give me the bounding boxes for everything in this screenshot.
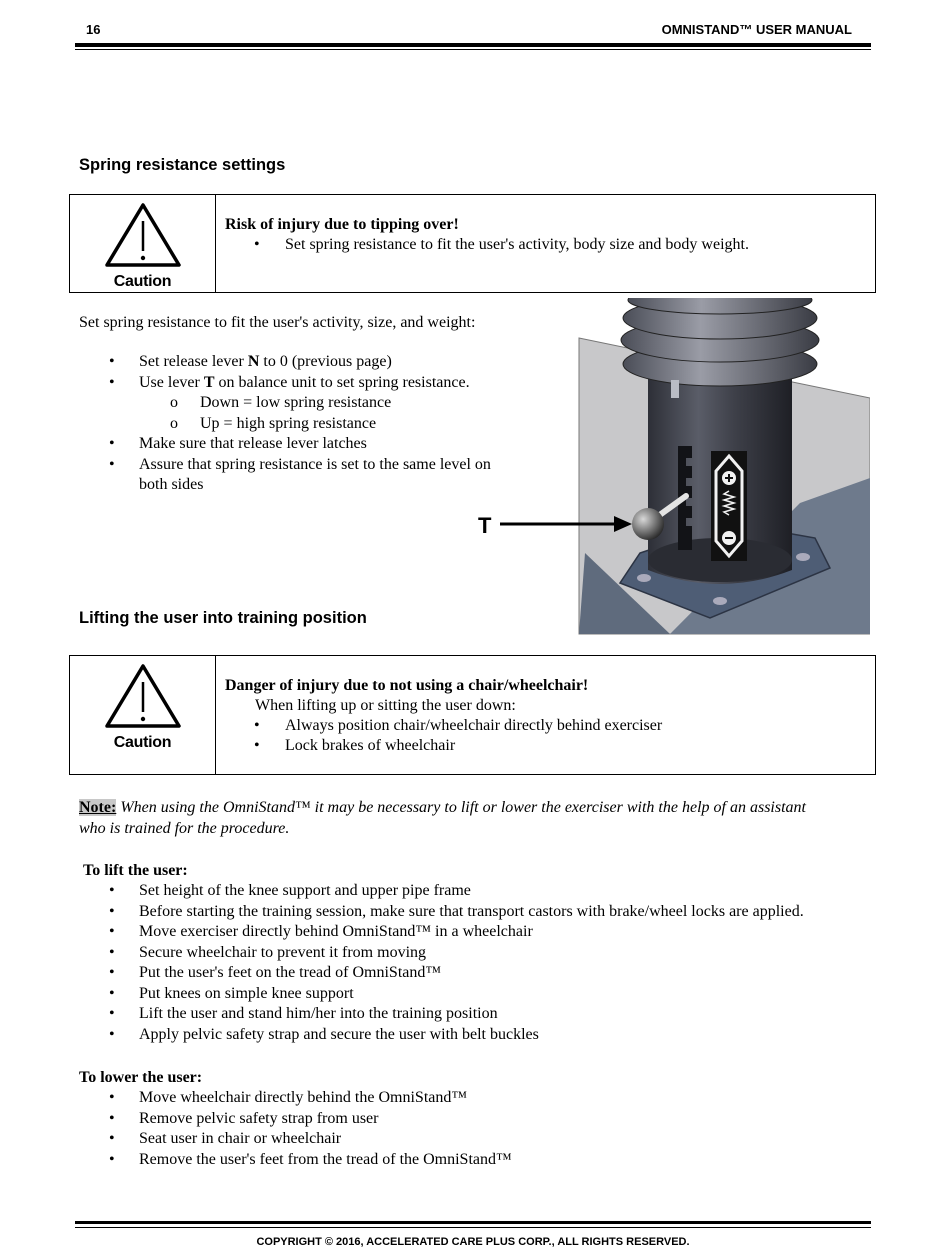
page-number: 16 bbox=[86, 22, 101, 37]
list-item: • Use lever T on balance unit to set spring resistance. bbox=[79, 373, 539, 394]
sub-list-item: o Up = high spring resistance bbox=[79, 414, 539, 435]
list-item: • Put the user's feet on the tread of OmniStand™ bbox=[79, 963, 879, 984]
list-item: • Lock brakes of wheelchair bbox=[225, 736, 662, 756]
lift-steps-list bbox=[79, 881, 879, 1045]
list-item: • Make sure that release lever latches bbox=[79, 434, 539, 455]
footer-rule-thick bbox=[75, 1221, 871, 1224]
caution-box-wheelchair bbox=[69, 655, 876, 775]
section-heading-lifting: Lifting the user into training position bbox=[79, 609, 367, 627]
list-item: • Remove the user's feet from the tread of the OmniStand™ bbox=[79, 1150, 879, 1171]
note-paragraph: Note: When using the OmniStand™ it may be necessary to lift or lower the exerciser with the help of an assistant who is trained for the procedure. bbox=[79, 799, 806, 837]
spring-intro: Set spring resistance to fit the user's activity, size, and weight: bbox=[79, 314, 476, 331]
balance-unit-figure bbox=[470, 298, 870, 643]
caution-text bbox=[216, 195, 749, 292]
list-item: • Set release lever N to 0 (previous page) bbox=[79, 352, 539, 373]
footer-copyright: COPYRIGHT © 2016, ACCELERATED CARE PLUS CORP., ALL RIGHTS RESERVED. bbox=[256, 1236, 690, 1248]
sub-list-item: o Down = low spring resistance bbox=[79, 393, 539, 414]
list-item: • Before starting the training session, make sure that transport castors with brake/wheel locks are applied. bbox=[79, 902, 879, 923]
list-item: • Lift the user and stand him/her into the training position bbox=[79, 1004, 879, 1025]
caution-label: Caution bbox=[113, 734, 172, 751]
note-label: Note: bbox=[79, 799, 117, 816]
list-item: • Remove pelvic safety strap from user bbox=[79, 1109, 879, 1130]
list-item: • Secure wheelchair to prevent it from moving bbox=[79, 943, 879, 964]
list-item: • Put knees on simple knee support bbox=[79, 984, 879, 1005]
section-heading-spring: Spring resistance settings bbox=[79, 156, 286, 174]
header-rule-thin bbox=[75, 49, 871, 50]
warning-triangle-icon bbox=[103, 662, 183, 730]
list-item: • Always position chair/wheelchair directly behind exerciser bbox=[225, 716, 662, 736]
list-item: • Set height of the knee support and upper pipe frame bbox=[79, 881, 879, 902]
balance-unit-illustration bbox=[470, 298, 870, 638]
header-rule-thick bbox=[75, 43, 871, 47]
warning-triangle-icon bbox=[103, 201, 183, 269]
lift-heading: To lift the user: bbox=[83, 862, 188, 879]
caution-box-tipping bbox=[69, 194, 876, 293]
footer-rule-thin bbox=[75, 1227, 871, 1228]
list-item: • Move exerciser directly behind OmniStand™ in a wheelchair bbox=[79, 922, 879, 943]
list-item: • Seat user in chair or wheelchair bbox=[79, 1129, 879, 1150]
caution-icon-cell bbox=[70, 656, 216, 774]
lower-steps-list bbox=[79, 1088, 879, 1170]
list-item: • Apply pelvic safety strap and secure the user with belt buckles bbox=[79, 1025, 879, 1046]
caution-icon-cell bbox=[70, 195, 216, 292]
list-item: • Move wheelchair directly behind the OmniStand™ bbox=[79, 1088, 879, 1109]
danger-text bbox=[216, 656, 662, 774]
danger-subtitle: When lifting up or sitting the user down: bbox=[255, 697, 516, 714]
list-item: • Assure that spring resistance is set to the same level on both sides bbox=[79, 455, 539, 496]
caution-label: Caution bbox=[113, 273, 172, 290]
danger-title: Danger of injury due to not using a chair/wheelchair! bbox=[225, 677, 589, 694]
list-item: • Set spring resistance to fit the user's activity, body size and body weight. bbox=[225, 235, 749, 255]
lever-t-label: T bbox=[478, 513, 492, 538]
caution-title: Risk of injury due to tipping over! bbox=[225, 216, 459, 233]
manual-title: OMNISTAND™ USER MANUAL bbox=[661, 22, 852, 37]
lower-heading: To lower the user: bbox=[79, 1069, 203, 1086]
